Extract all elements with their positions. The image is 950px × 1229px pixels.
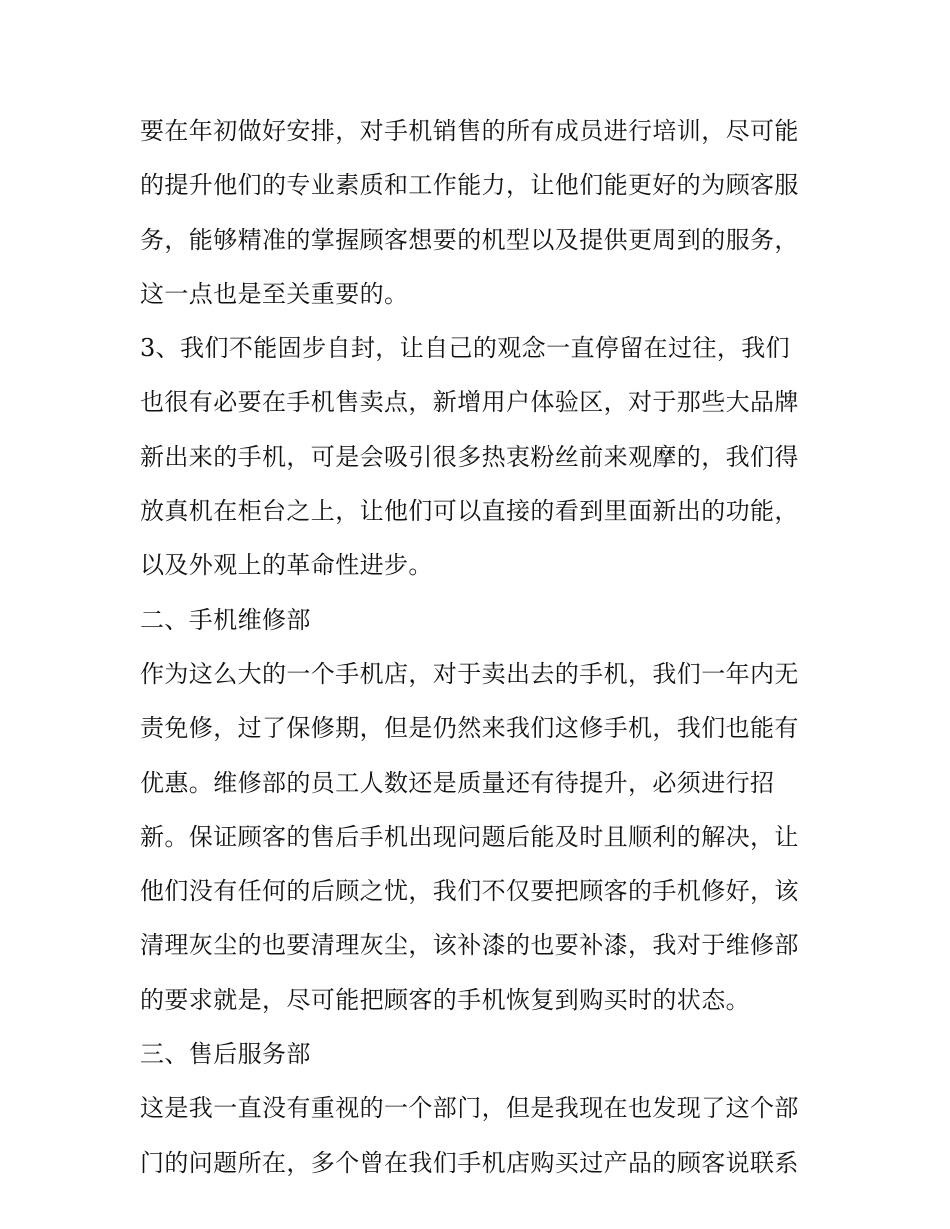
text-line: 要在年初做好安排，对手机销售的所有成员进行培训，尽可能 — [140, 117, 799, 145]
text-line: 也很有必要在手机售卖点，新增用户体验区，对于那些大品牌 — [140, 388, 799, 417]
text-line: 作为这么大的一个手机店，对于卖出去的手机，我们一年内无 — [140, 659, 799, 688]
text-line: 他们没有任何的后顾之忧，我们不仅要把顾客的手机修好，该 — [140, 877, 799, 906]
text-line: 新。保证顾客的售后手机出现问题后能及时且顺利的解决，让 — [140, 822, 799, 851]
text-line: 以及外观上的革命性进步。 — [140, 551, 433, 580]
document-body — [140, 104, 820, 1190]
text-line: 放真机在柜台之上，让他们可以直接的看到里面新出的功能， — [140, 497, 799, 526]
text-line: 3、我们不能固步自封，让自己的观念一直停留在过往，我们 — [140, 334, 791, 363]
section-heading: 三、售后服务部 — [140, 1040, 311, 1069]
text-line: 这一点也是至关重要的。 — [140, 279, 409, 308]
text-line: 的要求就是，尽可能把顾客的手机恢复到购买时的状态。 — [140, 985, 750, 1014]
text-line: 门的问题所在，多个曾在我们手机店购买过产品的顾客说联系 — [140, 1148, 799, 1177]
text-line: 责免修，过了保修期，但是仍然来我们这修手机，我们也能有 — [140, 714, 799, 743]
section-heading: 二、手机维修部 — [140, 605, 311, 634]
text-line: 新出来的手机，可是会吸引很多热衷粉丝前来观摩的，我们得 — [140, 442, 799, 471]
text-line: 的提升他们的专业素质和工作能力，让他们能更好的为顾客服 — [140, 171, 799, 200]
text-line: 务，能够精准的掌握顾客想要的机型以及提供更周到的服务， — [140, 225, 799, 254]
text-line: 清理灰尘的也要清理灰尘，该补漆的也要补漆，我对于维修部 — [140, 931, 799, 960]
text-line: 这是我一直没有重视的一个部门，但是我现在也发现了这个部 — [140, 1094, 799, 1123]
text-line: 优惠。维修部的员工人数还是质量还有待提升，必须进行招 — [140, 768, 775, 797]
